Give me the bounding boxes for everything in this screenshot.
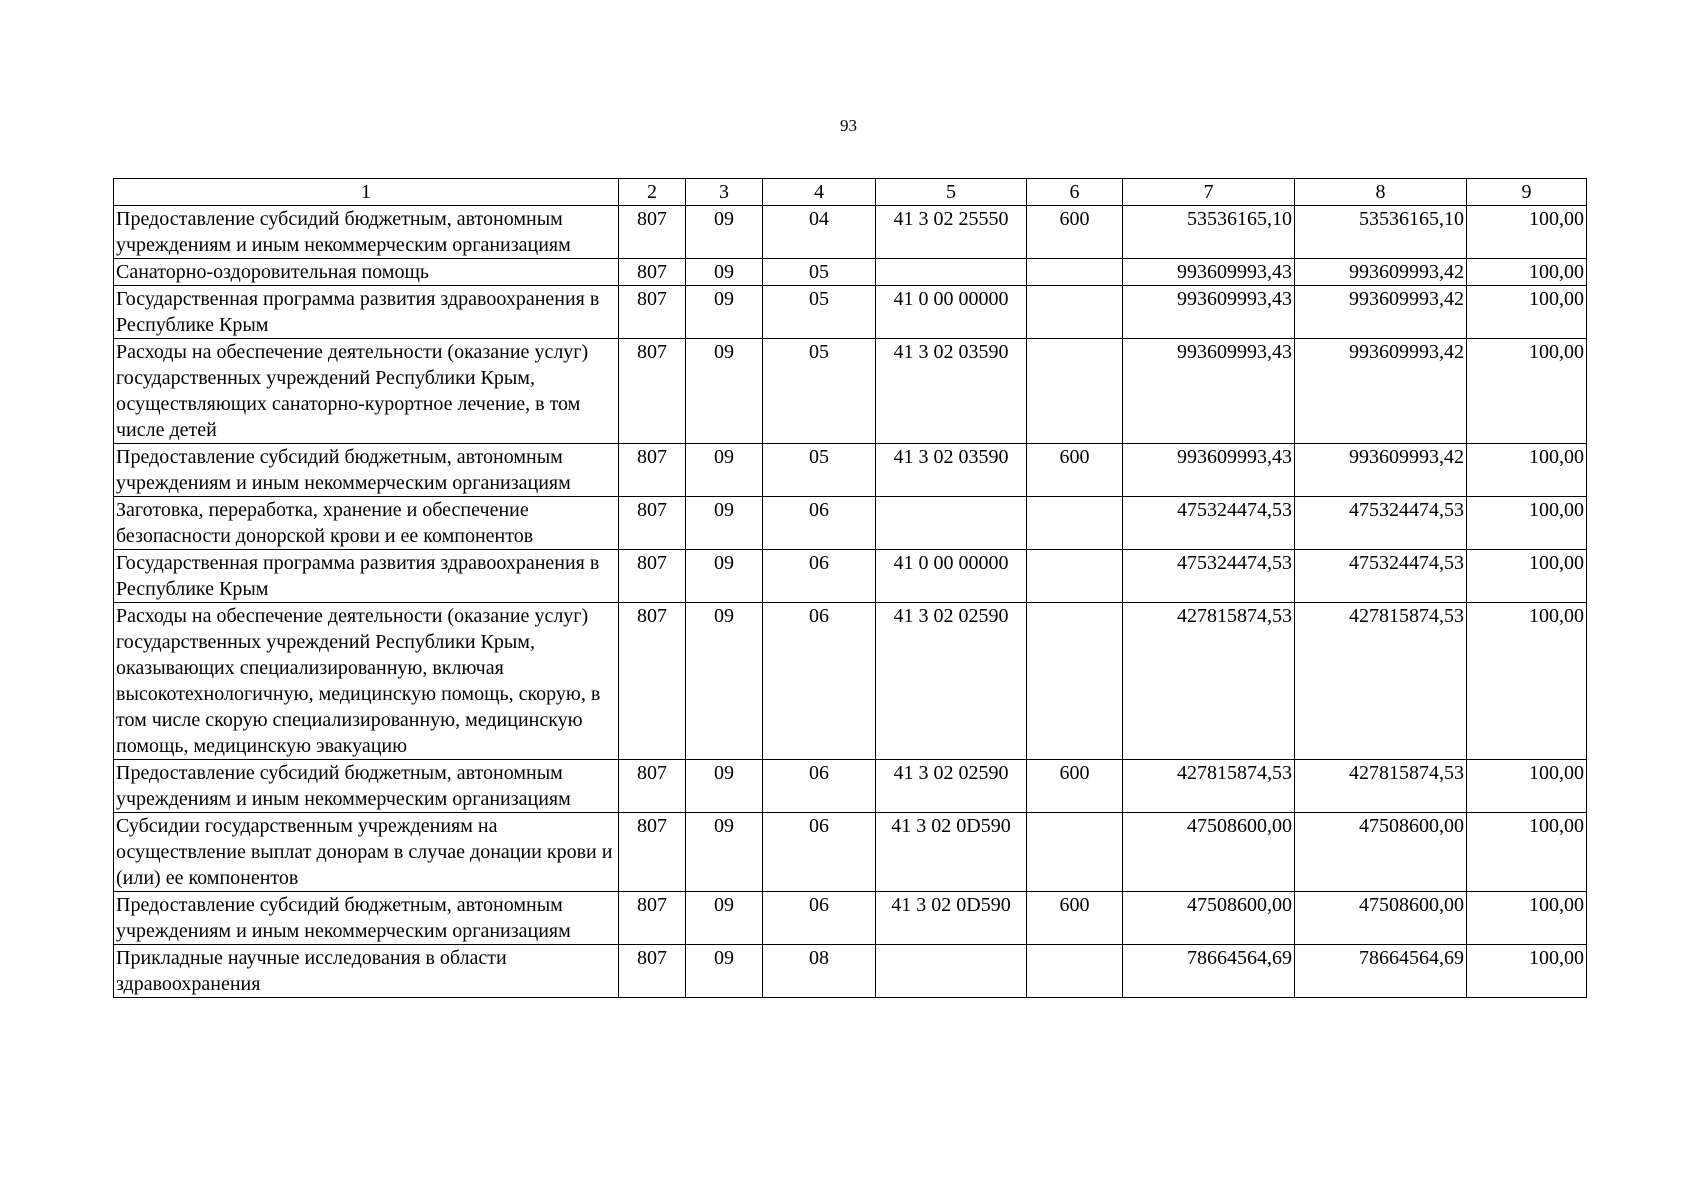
cell-amount-executed: 475324474,53 [1295,497,1467,550]
cell-percent: 100,00 [1467,813,1587,892]
row-name: Санаторно-оздоровительная помощь [114,259,619,286]
cell-percent: 100,00 [1467,286,1587,339]
cell-expense-type [1027,603,1123,760]
table-row [114,945,1587,998]
cell-amount-planned: 993609993,43 [1123,339,1295,444]
cell-subsection: 04 [763,206,876,259]
column-header: 1 [114,179,619,206]
table-row [114,603,1587,760]
cell-ministry: 807 [619,760,686,813]
cell-amount-executed: 993609993,42 [1295,286,1467,339]
cell-ministry: 807 [619,497,686,550]
column-header: 5 [876,179,1027,206]
cell-amount-planned: 475324474,53 [1123,550,1295,603]
row-name: Предоставление субсидий бюджетным, автономным учреждениям и иным некоммерческим организациям [114,444,619,497]
cell-percent: 100,00 [1467,259,1587,286]
cell-section: 09 [686,339,763,444]
cell-ministry: 807 [619,945,686,998]
column-header: 6 [1027,179,1123,206]
cell-subsection: 06 [763,497,876,550]
cell-ministry: 807 [619,339,686,444]
cell-percent: 100,00 [1467,550,1587,603]
cell-amount-planned: 993609993,43 [1123,444,1295,497]
cell-subsection: 06 [763,603,876,760]
cell-percent: 100,00 [1467,444,1587,497]
cell-amount-executed: 993609993,42 [1295,339,1467,444]
cell-ministry: 807 [619,550,686,603]
table-header [114,179,1587,206]
table-body [114,206,1587,998]
table-row [114,760,1587,813]
cell-section: 09 [686,892,763,945]
column-header: 7 [1123,179,1295,206]
cell-target-article: 41 3 02 0D590 [876,892,1027,945]
column-header: 9 [1467,179,1587,206]
cell-amount-planned: 993609993,43 [1123,259,1295,286]
cell-ministry: 807 [619,286,686,339]
cell-target-article: 41 0 00 00000 [876,286,1027,339]
table-row [114,813,1587,892]
row-name: Расходы на обеспечение деятельности (оказание услуг) государственных учреждений Республики Крым, оказывающих специализированную, включая высокотехнологичную, медицинскую помощь, скорую, в том числе скорую специализированную, медицинскую помощь, медицинскую эвакуацию [114,603,619,760]
cell-ministry: 807 [619,603,686,760]
row-name: Заготовка, переработка, хранение и обеспечение безопасности донорской крови и ее компонентов [114,497,619,550]
page-number: 93 [840,116,857,135]
table-row [114,550,1587,603]
table-row [114,497,1587,550]
cell-target-article [876,945,1027,998]
cell-section: 09 [686,813,763,892]
cell-expense-type: 600 [1027,444,1123,497]
row-name: Предоставление субсидий бюджетным, автономным учреждениям и иным некоммерческим организациям [114,206,619,259]
cell-amount-executed: 427815874,53 [1295,603,1467,760]
cell-section: 09 [686,444,763,497]
table-row [114,286,1587,339]
row-name: Субсидии государственным учреждениям на осуществление выплат донорам в случае донации крови и (или) ее компонентов [114,813,619,892]
cell-amount-executed: 993609993,42 [1295,444,1467,497]
cell-section: 09 [686,497,763,550]
row-name: Государственная программа развития здравоохранения в Республике Крым [114,550,619,603]
row-name: Предоставление субсидий бюджетным, автономным учреждениям и иным некоммерческим организациям [114,760,619,813]
table-row [114,444,1587,497]
cell-expense-type [1027,339,1123,444]
cell-amount-planned: 427815874,53 [1123,760,1295,813]
column-header: 8 [1295,179,1467,206]
cell-section: 09 [686,206,763,259]
cell-amount-executed: 475324474,53 [1295,550,1467,603]
cell-ministry: 807 [619,813,686,892]
cell-amount-planned: 47508600,00 [1123,892,1295,945]
cell-amount-executed: 47508600,00 [1295,892,1467,945]
cell-percent: 100,00 [1467,760,1587,813]
cell-section: 09 [686,760,763,813]
cell-ministry: 807 [619,892,686,945]
cell-target-article: 41 3 02 25550 [876,206,1027,259]
cell-amount-executed: 47508600,00 [1295,813,1467,892]
cell-section: 09 [686,286,763,339]
row-name: Предоставление субсидий бюджетным, автономным учреждениям и иным некоммерческим организациям [114,892,619,945]
cell-expense-type [1027,945,1123,998]
cell-percent: 100,00 [1467,603,1587,760]
cell-subsection: 05 [763,259,876,286]
column-header: 2 [619,179,686,206]
cell-percent: 100,00 [1467,892,1587,945]
cell-subsection: 05 [763,339,876,444]
cell-expense-type [1027,813,1123,892]
table-row [114,259,1587,286]
cell-target-article: 41 3 02 03590 [876,339,1027,444]
cell-subsection: 06 [763,550,876,603]
row-name: Государственная программа развития здравоохранения в Республике Крым [114,286,619,339]
cell-amount-planned: 47508600,00 [1123,813,1295,892]
header-row [114,179,1587,206]
cell-expense-type: 600 [1027,760,1123,813]
cell-amount-executed: 78664564,69 [1295,945,1467,998]
cell-target-article: 41 3 02 02590 [876,603,1027,760]
cell-percent: 100,00 [1467,945,1587,998]
table-row [114,339,1587,444]
table-row [114,206,1587,259]
cell-amount-planned: 475324474,53 [1123,497,1295,550]
cell-amount-planned: 53536165,10 [1123,206,1295,259]
cell-amount-planned: 993609993,43 [1123,286,1295,339]
cell-subsection: 05 [763,444,876,497]
cell-percent: 100,00 [1467,206,1587,259]
cell-target-article: 41 0 00 00000 [876,550,1027,603]
cell-target-article: 41 3 02 03590 [876,444,1027,497]
cell-amount-planned: 78664564,69 [1123,945,1295,998]
cell-section: 09 [686,945,763,998]
cell-percent: 100,00 [1467,497,1587,550]
cell-subsection: 06 [763,813,876,892]
cell-section: 09 [686,603,763,760]
cell-amount-planned: 427815874,53 [1123,603,1295,760]
cell-subsection: 08 [763,945,876,998]
cell-expense-type [1027,497,1123,550]
row-name: Расходы на обеспечение деятельности (оказание услуг) государственных учреждений Республики Крым, осуществляющих санаторно-курортное лечение, в том числе детей [114,339,619,444]
table-row [114,892,1587,945]
cell-expense-type [1027,259,1123,286]
cell-amount-executed: 53536165,10 [1295,206,1467,259]
cell-subsection: 06 [763,760,876,813]
cell-subsection: 05 [763,286,876,339]
cell-subsection: 06 [763,892,876,945]
cell-amount-executed: 993609993,42 [1295,259,1467,286]
cell-expense-type [1027,286,1123,339]
cell-target-article [876,497,1027,550]
cell-section: 09 [686,550,763,603]
cell-ministry: 807 [619,206,686,259]
cell-expense-type [1027,550,1123,603]
cell-expense-type: 600 [1027,206,1123,259]
cell-amount-executed: 427815874,53 [1295,760,1467,813]
column-header: 3 [686,179,763,206]
cell-expense-type: 600 [1027,892,1123,945]
cell-section: 09 [686,259,763,286]
cell-ministry: 807 [619,259,686,286]
row-name: Прикладные научные исследования в области здравоохранения [114,945,619,998]
cell-percent: 100,00 [1467,339,1587,444]
cell-ministry: 807 [619,444,686,497]
budget-table [113,178,1587,998]
column-header: 4 [763,179,876,206]
cell-target-article: 41 3 02 02590 [876,760,1027,813]
cell-target-article: 41 3 02 0D590 [876,813,1027,892]
cell-target-article [876,259,1027,286]
